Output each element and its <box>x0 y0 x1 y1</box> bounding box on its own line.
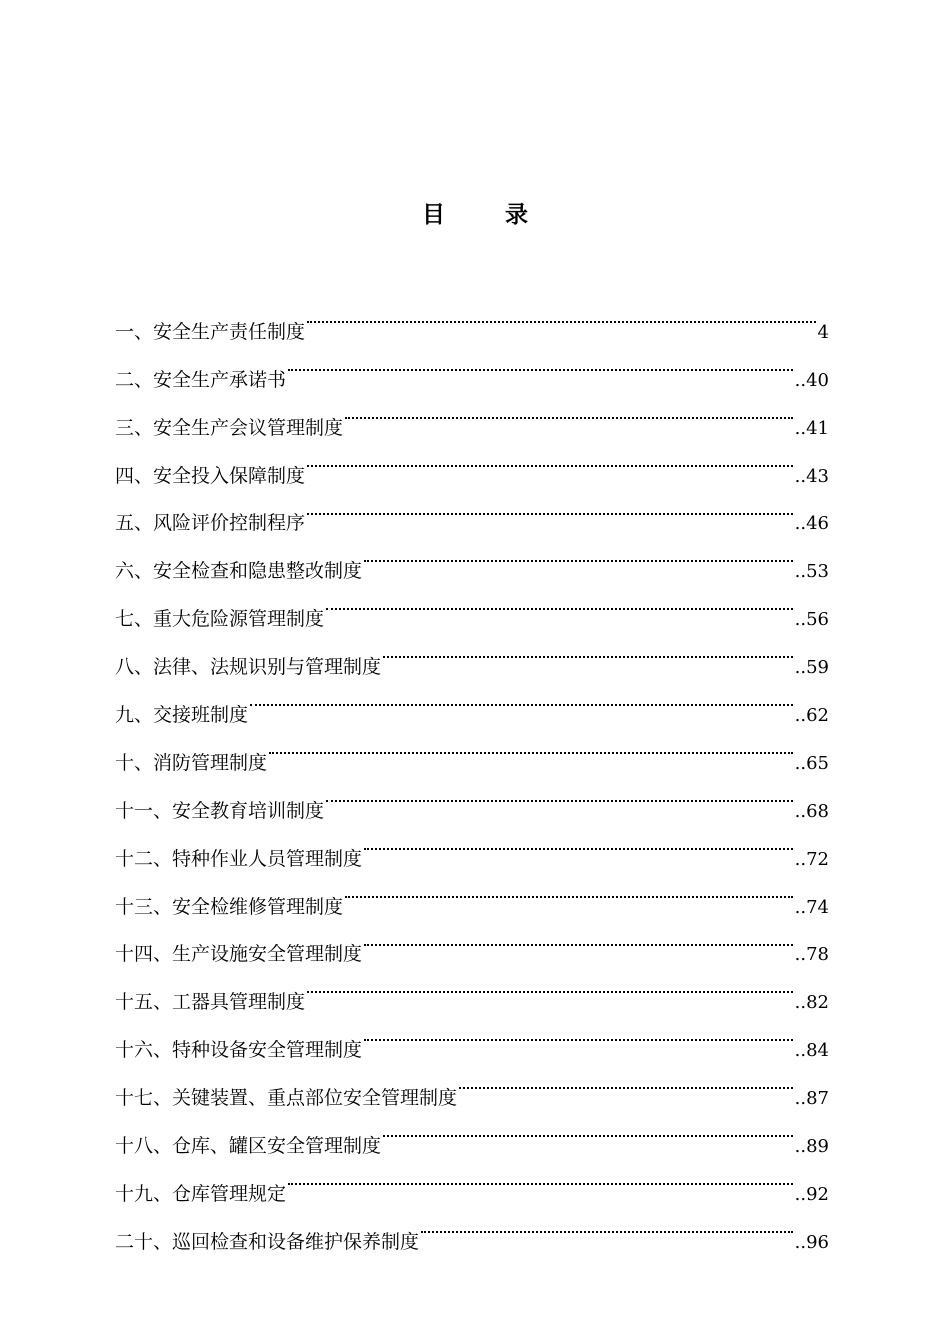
toc-dot-leader <box>381 625 795 673</box>
toc-entry-title: 五、风险评价控制程序 <box>115 512 306 535</box>
toc-page-number: ..92 <box>794 1183 829 1205</box>
toc-page-number: ..59 <box>794 657 829 679</box>
toc-dot-leader <box>324 769 795 817</box>
toc-page-number: ..96 <box>794 1231 829 1253</box>
toc-entry-title: 十四、生产设施安全管理制度 <box>115 943 363 966</box>
toc-entry-title: 十九、仓库管理规定 <box>115 1182 287 1205</box>
toc-dot-leader <box>286 1152 795 1200</box>
toc-dot-leader <box>286 338 795 386</box>
toc-dot-leader <box>305 290 818 338</box>
toc-entry-title: 七、重大危险源管理制度 <box>115 608 325 631</box>
toc-entry-title: 一、安全生产责任制度 <box>115 320 306 343</box>
toc-page-number: ..84 <box>794 1040 829 1062</box>
toc-page-number: ..65 <box>794 752 829 774</box>
toc-dot-leader <box>362 1008 795 1056</box>
toc-entry-title: 十八、仓库、罐区安全管理制度 <box>115 1135 382 1158</box>
toc-page-number: ..87 <box>794 1088 829 1110</box>
toc-dot-leader <box>324 577 795 625</box>
title-char-1: 目 <box>422 201 445 228</box>
toc-dot-leader <box>457 1056 795 1104</box>
toc-dot-leader <box>343 865 795 913</box>
toc-dot-leader <box>267 721 795 769</box>
toc-entry-title: 二十、巡回检查和设备维护保养制度 <box>115 1230 420 1253</box>
toc-entry-title: 十七、关键装置、重点部位安全管理制度 <box>115 1087 458 1110</box>
toc-dot-leader <box>343 386 795 434</box>
toc-dot-leader <box>362 529 795 577</box>
toc-entry-title: 八、法律、法规识别与管理制度 <box>115 656 382 679</box>
toc-page-number: ..62 <box>794 705 829 727</box>
toc-page-number: ..82 <box>794 992 829 1014</box>
toc-dot-leader <box>305 434 795 482</box>
toc-page-number: ..74 <box>794 896 829 918</box>
toc-entry-title: 九、交接班制度 <box>115 704 249 727</box>
toc-dot-leader <box>419 1200 795 1248</box>
toc-entry-title: 四、安全投入保障制度 <box>115 464 306 487</box>
toc-page-number: ..41 <box>794 417 829 439</box>
page-title <box>0 196 950 229</box>
toc-entry-title: 六、安全检查和隐患整改制度 <box>115 560 363 583</box>
toc-entry-title: 十六、特种设备安全管理制度 <box>115 1039 363 1062</box>
toc-dot-leader <box>362 913 795 961</box>
toc-entry-title: 二、安全生产承诺书 <box>115 368 287 391</box>
toc-page-number: ..46 <box>794 513 829 535</box>
toc-dot-leader <box>248 673 795 721</box>
toc-dot-leader <box>381 1104 795 1152</box>
toc-entry-title: 十一、安全教育培训制度 <box>115 799 325 822</box>
toc-dot-leader <box>305 482 795 530</box>
toc-dot-leader <box>305 960 795 1008</box>
toc-entry-title: 十、消防管理制度 <box>115 751 268 774</box>
toc-dot-leader <box>362 817 795 865</box>
toc-page-number: ..56 <box>794 609 829 631</box>
toc-page-number: ..43 <box>794 465 829 487</box>
toc-page-number: ..78 <box>794 944 829 966</box>
toc-entry-title: 十三、安全检维修管理制度 <box>115 895 344 918</box>
table-of-contents <box>115 290 829 1253</box>
toc-entry-title: 十五、工器具管理制度 <box>115 991 306 1014</box>
toc-entry[interactable] <box>115 290 829 343</box>
toc-page-number: ..40 <box>794 369 829 391</box>
toc-entry-title: 十二、特种作业人员管理制度 <box>115 847 363 870</box>
toc-page-number: ..89 <box>794 1136 829 1158</box>
toc-entry-title: 三、安全生产会议管理制度 <box>115 416 344 439</box>
toc-page-number: ..53 <box>794 561 829 583</box>
toc-page-number: ..68 <box>794 800 829 822</box>
toc-page-number: ..72 <box>794 848 829 870</box>
title-char-2: 录 <box>505 201 528 228</box>
toc-page-number: 4 <box>817 321 829 343</box>
